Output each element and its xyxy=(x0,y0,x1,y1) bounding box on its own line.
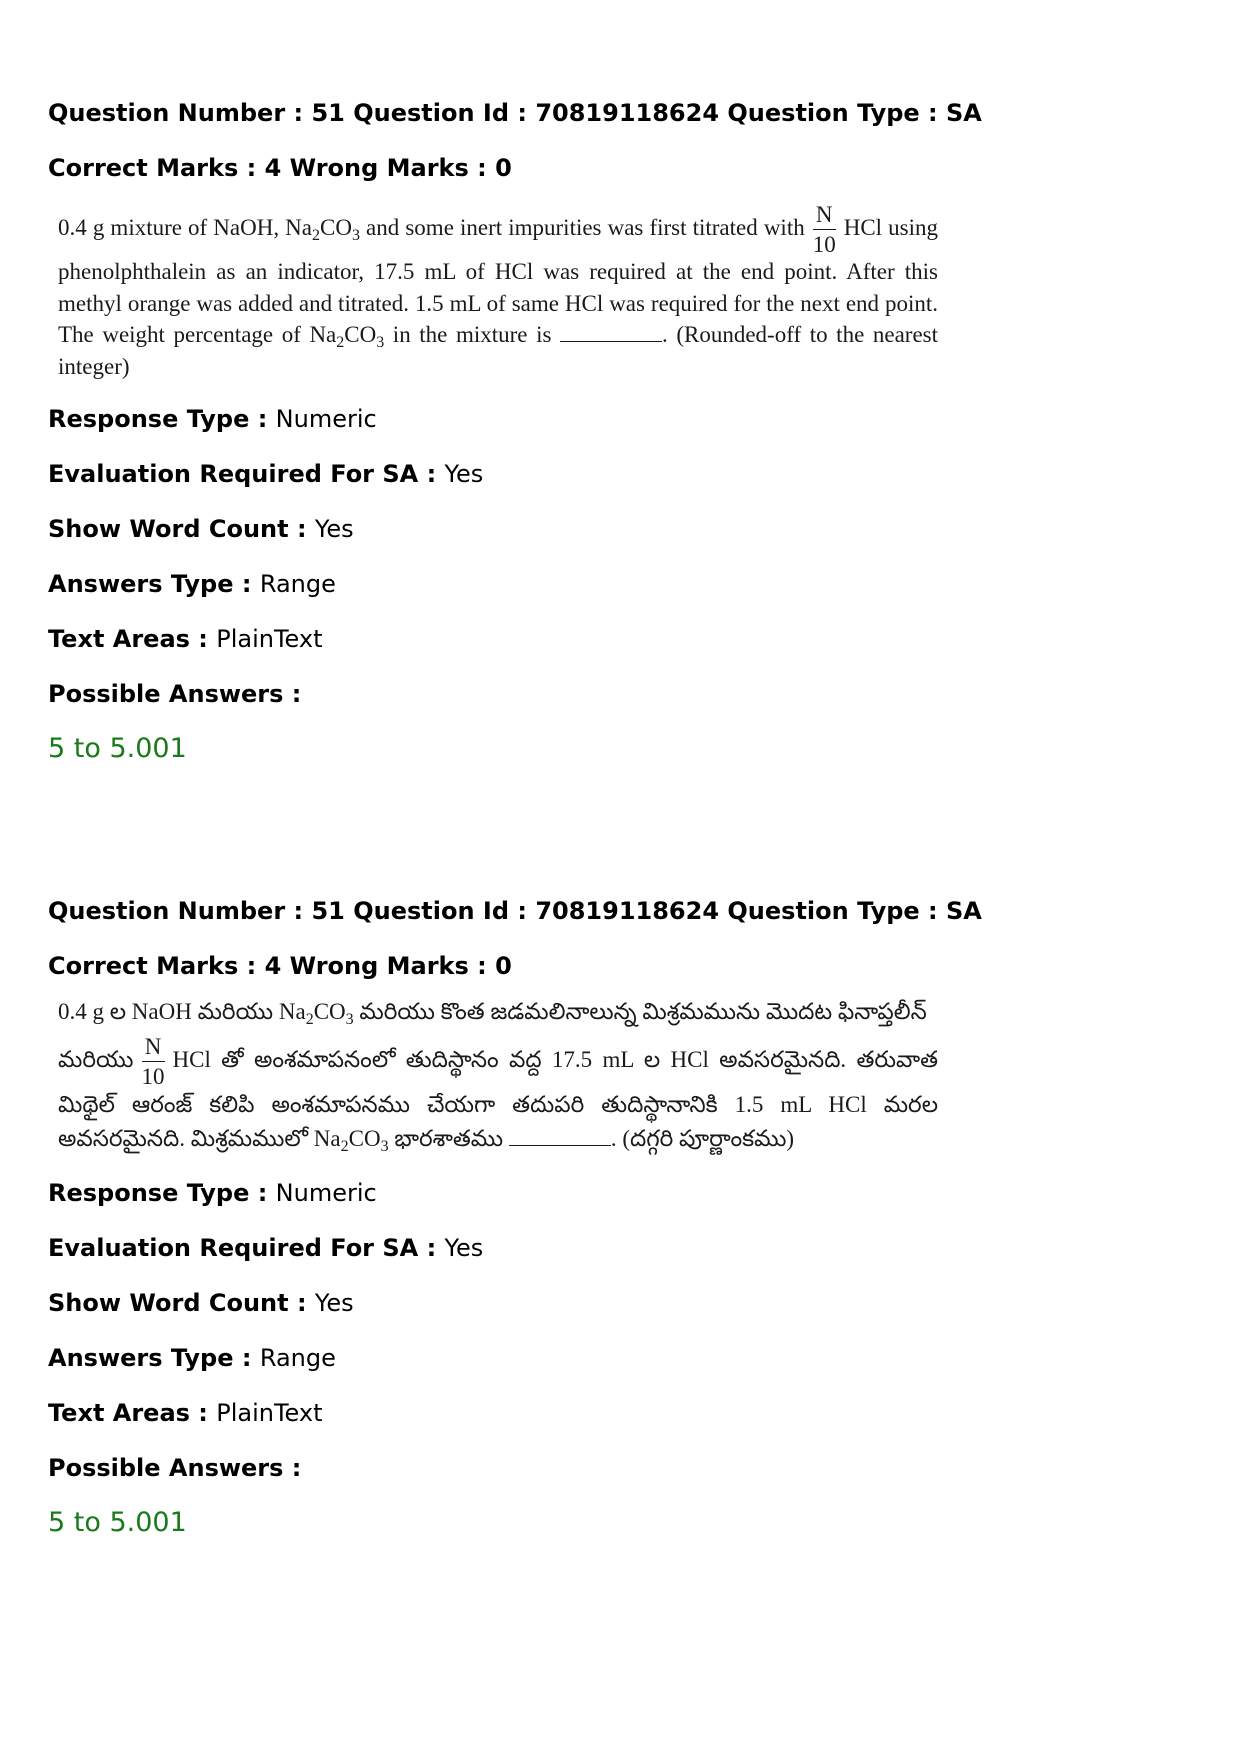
stem-subscript: 3 xyxy=(376,334,385,351)
response-type-field xyxy=(48,1178,1198,1208)
field-value: Yes xyxy=(314,515,354,543)
evaluation-required-field xyxy=(48,459,1198,489)
field-label: Text Areas : xyxy=(48,625,217,653)
stem-text: in the mixture is xyxy=(384,322,561,347)
field-label: Evaluation Required For SA : xyxy=(48,1234,445,1262)
field-label: Answers Type : xyxy=(48,1344,260,1372)
field-value: Numeric xyxy=(275,1179,377,1207)
fraction-n-over-10 xyxy=(813,203,836,256)
stem-subscript: 3 xyxy=(351,226,360,244)
answers-type-field xyxy=(48,1343,1198,1373)
wrong-marks: 0 xyxy=(495,952,512,980)
possible-answers-field xyxy=(48,1453,1198,1483)
question-type-label: Question Type : xyxy=(719,99,946,127)
correct-marks-label: Correct Marks : xyxy=(48,154,265,182)
stem-row xyxy=(58,1035,938,1156)
question-type-label: Question Type : xyxy=(719,897,946,925)
stem-text: మరియు xyxy=(58,1046,134,1072)
stem-subscript: 2 xyxy=(340,1138,349,1155)
fraction-numerator: N xyxy=(813,203,836,230)
question-stem xyxy=(58,203,938,382)
stem-text: and some inert impurities was first titrated with xyxy=(359,214,805,240)
question-number-label: Question Number : xyxy=(48,99,312,127)
field-label: Show Word Count : xyxy=(48,515,315,543)
possible-answer-value: 5 to 5.001 xyxy=(48,733,187,764)
stem-subscript: 3 xyxy=(345,1011,354,1028)
stem-row xyxy=(58,995,938,1029)
stem-text: 0.4 g mixture of NaOH, Na xyxy=(58,214,313,240)
stem-text: CO xyxy=(348,1126,381,1151)
question-fields xyxy=(48,404,1198,709)
field-label: Possible Answers : xyxy=(48,680,302,708)
possible-answer-value: 5 to 5.001 xyxy=(48,1507,187,1538)
fraction-n-over-10 xyxy=(142,1035,165,1088)
question-header xyxy=(48,98,1198,128)
stem-text: CO xyxy=(313,999,346,1024)
text-areas-field xyxy=(48,1398,1198,1428)
fraction-denominator: 10 xyxy=(141,1064,165,1089)
correct-marks: 4 xyxy=(264,154,282,182)
correct-marks: 4 xyxy=(264,952,282,980)
stem-text: . (Rounded-off to the nearest integer) xyxy=(58,322,938,379)
question-fields xyxy=(48,1178,1198,1483)
stem-subscript: 2 xyxy=(312,226,321,244)
question-type: SA xyxy=(946,99,982,127)
stem-text: HCl తో అంశమాపనంలో తుదిస్థానం వద్ద 17.5 mL ల HCl అవసరమైనది. తరువాత మిథైల్ ఆరంజ్ కలిపి అంశమాపనము చేయగా తదుపరి తుదిస్థానానికి 1.5 mL HCl మరల అవసరమైనది. మిశ్రమములో Na xyxy=(58,1046,938,1151)
field-value: Range xyxy=(259,1344,336,1372)
field-label: Response Type : xyxy=(48,1179,276,1207)
stem-subscript: 2 xyxy=(305,1011,314,1028)
question-block-telugu xyxy=(48,896,1198,1567)
question-type: SA xyxy=(946,897,982,925)
question-block-english xyxy=(48,98,1198,793)
question-id-label: Question Id : xyxy=(344,99,536,127)
stem-text: 0.4 g ల NaOH మరియు Na xyxy=(58,999,306,1024)
question-number: 51 xyxy=(311,897,345,925)
answers-type-field xyxy=(48,569,1198,599)
stem-text: CO xyxy=(320,214,352,240)
field-label: Text Areas : xyxy=(48,1399,217,1427)
wrong-marks-label: Wrong Marks : xyxy=(281,952,496,980)
stem-text: HCl using phenolphthalein as an indicator, 17.5 mL of HCl was required at the end point. After this methyl orange was added and titrated. 1.5 mL of same HCl was required for the next end point. The weight percentage of Na xyxy=(58,214,938,347)
show-word-count-field xyxy=(48,514,1198,544)
field-value: PlainText xyxy=(216,625,323,653)
stem-text: . (దగ్గరి పూర్ణాంకము) xyxy=(610,1126,795,1151)
question-number-label: Question Number : xyxy=(48,897,312,925)
fraction-denominator: 10 xyxy=(812,232,836,257)
response-type-field xyxy=(48,404,1198,434)
field-label: Show Word Count : xyxy=(48,1289,315,1317)
question-header xyxy=(48,896,1198,926)
marks-line xyxy=(48,951,1198,981)
stem-text: CO xyxy=(344,322,377,347)
evaluation-required-field xyxy=(48,1233,1198,1263)
question-id: 70819118624 xyxy=(535,99,720,127)
field-label: Answers Type : xyxy=(48,570,260,598)
show-word-count-field xyxy=(48,1288,1198,1318)
field-value: Yes xyxy=(314,1289,354,1317)
question-id: 70819118624 xyxy=(535,897,720,925)
question-number: 51 xyxy=(311,99,345,127)
text-areas-field xyxy=(48,624,1198,654)
question-stem xyxy=(58,995,938,1156)
wrong-marks: 0 xyxy=(495,154,512,182)
question-id-label: Question Id : xyxy=(344,897,536,925)
field-value: Yes xyxy=(444,460,484,488)
correct-marks-label: Correct Marks : xyxy=(48,952,265,980)
field-value: Numeric xyxy=(275,405,377,433)
answer-blank xyxy=(509,1144,611,1146)
marks-line xyxy=(48,153,1198,183)
field-label: Possible Answers : xyxy=(48,1454,302,1482)
wrong-marks-label: Wrong Marks : xyxy=(281,154,496,182)
field-value: PlainText xyxy=(216,1399,323,1427)
stem-text: భారశాతము xyxy=(388,1126,509,1151)
possible-answers-field xyxy=(48,679,1198,709)
field-value: Yes xyxy=(444,1234,484,1262)
field-label: Response Type : xyxy=(48,405,276,433)
stem-text: మరియు కొంత జడమలినాలున్న మిశ్రమమును మొదట ఫినాప్తలీన్ xyxy=(353,999,927,1024)
field-value: Range xyxy=(259,570,336,598)
fraction-numerator: N xyxy=(142,1035,165,1062)
answer-blank xyxy=(560,340,662,342)
field-label: Evaluation Required For SA : xyxy=(48,460,445,488)
stem-subscript: 2 xyxy=(336,334,345,351)
stem-subscript: 3 xyxy=(380,1138,389,1155)
